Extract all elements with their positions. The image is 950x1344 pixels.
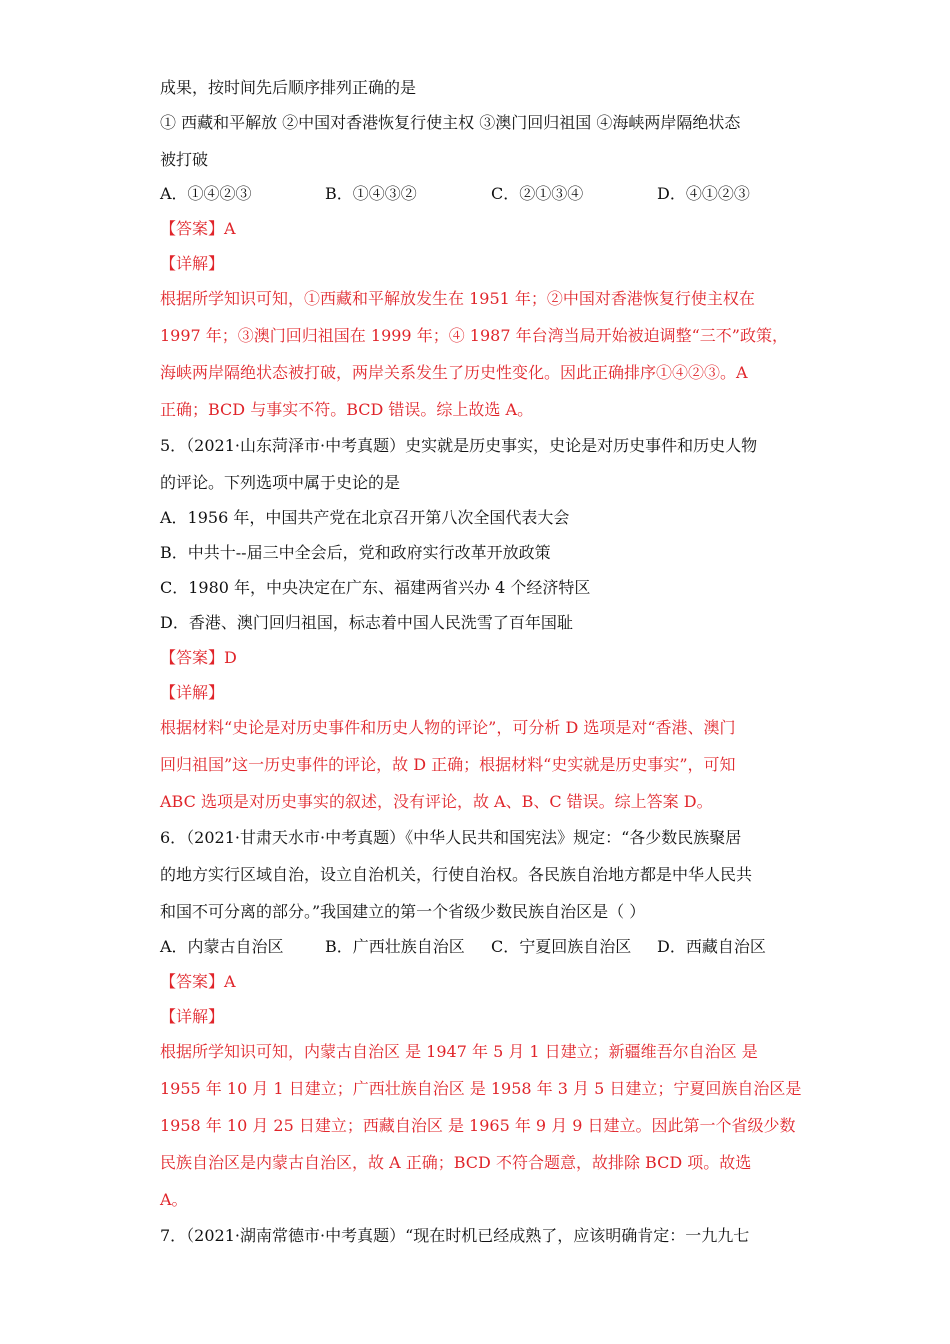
q5-option-d: D．香港、澳门回归祖国，标志着中国人民洗雪了百年国耻 bbox=[160, 613, 573, 632]
q4-items-line-2: 被打破 bbox=[160, 150, 209, 169]
q4-detail-line: 正确；BCD 与事实不符。BCD 错误。综上故选 A。 bbox=[160, 400, 534, 419]
q4-option-d: D．④①②③ bbox=[657, 184, 750, 203]
q5-detail-line: 根据材料“史论是对历史事件和历史人物的评论”，可分析 D 选项是对“香港、澳门 bbox=[160, 718, 736, 737]
q6-detail-line: 根据所学知识可知，内蒙古自治区 是 1947 年 5 月 1 日建立；新疆维吾尔自治区 是 bbox=[160, 1042, 758, 1061]
q6-stem-line: 的地方实行区域自治，设立自治机关，行使自治权。各民族自治地方都是中华人民共 bbox=[160, 865, 753, 884]
q5-answer: 【答案】D bbox=[160, 648, 237, 667]
q4-option-b: B．①④③② bbox=[325, 184, 417, 203]
q4-detail-label: 【详解】 bbox=[160, 254, 225, 273]
q4-option-c: C．②①③④ bbox=[491, 184, 584, 203]
q6-stem-line: 6．（2021·甘肃天水市·中考真题）《中华人民共和国宪法》规定：“各少数民族聚居 bbox=[160, 828, 742, 847]
q6-detail-label: 【详解】 bbox=[160, 1007, 225, 1026]
q5-option-b: B．中共十--届三中全会后，党和政府实行改革开放政策 bbox=[160, 543, 551, 562]
q5-detail-label: 【详解】 bbox=[160, 683, 225, 702]
q6-detail-line: 1955 年 10 月 1 日建立；广西壮族自治区 是 1958 年 3 月 5 日建立；宁夏回族自治区是 bbox=[160, 1079, 802, 1098]
q6-option-b: B．广西壮族自治区 bbox=[325, 937, 465, 956]
q5-option-a: A．1956 年，中国共产党在北京召开第八次全国代表大会 bbox=[160, 508, 570, 527]
q4-detail-line: 1997 年；③澳门回归祖国在 1999 年；④ 1987 年台湾当局开始被迫调整“三不”政策， bbox=[160, 326, 788, 345]
q7-stem-line: 7．（2021·湖南常德市·中考真题）“现在时机已经成熟了，应该明确肯定：一九九七 bbox=[160, 1226, 750, 1245]
q4-answer: 【答案】A bbox=[160, 219, 236, 238]
q4-stem-line: 成果，按时间先后顺序排列正确的是 bbox=[160, 78, 417, 97]
q5-detail-line: ABC 选项是对历史事实的叙述，没有评论，故 A、B、C 错误。综上答案 D。 bbox=[160, 792, 713, 811]
q6-answer: 【答案】A bbox=[160, 972, 236, 991]
q6-detail-line: A。 bbox=[160, 1190, 188, 1209]
q4-detail-line: 海峡两岸隔绝状态被打破，两岸关系发生了历史性变化。因此正确排序①④②③。A bbox=[160, 363, 748, 382]
q5-detail-line: 回归祖国”这一历史事件的评论，故 D 正确；根据材料“史实就是历史事实”，可知 bbox=[160, 755, 736, 774]
q6-option-a: A．内蒙古自治区 bbox=[160, 937, 284, 956]
q4-detail-line: 根据所学知识可知，①西藏和平解放发生在 1951 年；②中国对香港恢复行使主权在 bbox=[160, 289, 755, 308]
q5-option-c: C．1980 年，中央决定在广东、福建两省兴办 4 个经济特区 bbox=[160, 578, 591, 597]
q4-items-line: ① 西藏和平解放 ②中国对香港恢复行使主权 ③澳门回归祖国 ④海峡两岸隔绝状态 bbox=[160, 113, 741, 132]
q6-option-c: C．宁夏回族自治区 bbox=[491, 937, 632, 956]
q6-detail-line: 民族自治区是内蒙古自治区，故 A 正确；BCD 不符合题意，故排除 BCD 项。故选 bbox=[160, 1153, 752, 1172]
q6-stem-line: 和国不可分离的部分。”我国建立的第一个省级少数民族自治区是（ ） bbox=[160, 902, 646, 921]
q5-stem-line: 的评论。下列选项中属于史论的是 bbox=[160, 473, 401, 492]
q6-detail-line: 1958 年 10 月 25 日建立；西藏自治区 是 1965 年 9 月 9 日建立。因此第一个省级少数 bbox=[160, 1116, 796, 1135]
q6-option-d: D．西藏自治区 bbox=[657, 937, 766, 956]
q5-stem-line: 5．（2021·山东菏泽市·中考真题）史实就是历史事实，史论是对历史事件和历史人物 bbox=[160, 436, 758, 455]
q4-option-a: A．①④②③ bbox=[160, 184, 252, 203]
